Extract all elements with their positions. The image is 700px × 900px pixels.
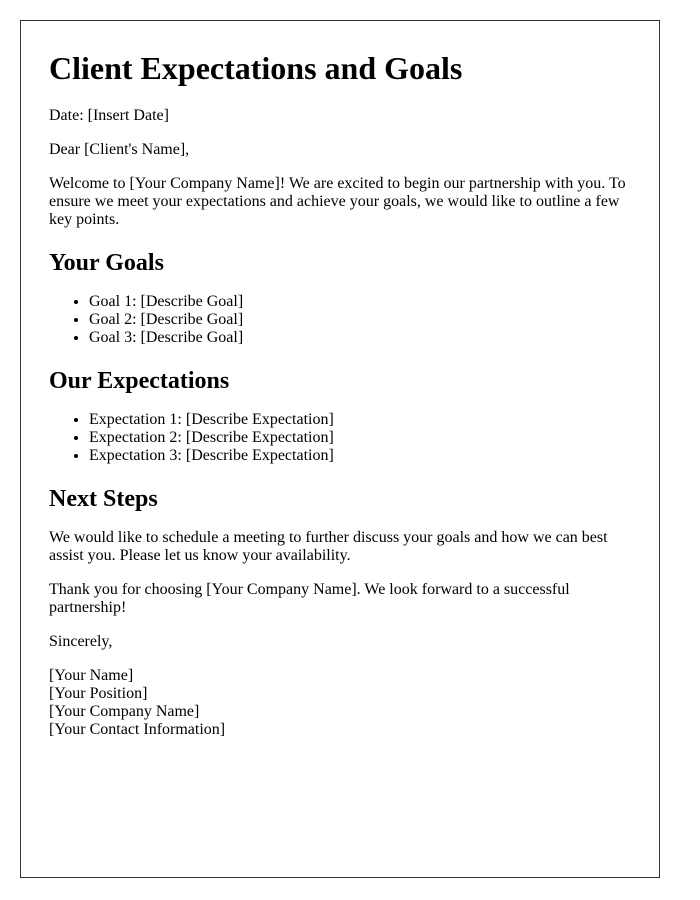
expectation-item: • Expectation 2: [Describe Expectation] — [89, 429, 631, 447]
goal-item: • Goal 1: [Describe Goal] — [89, 293, 631, 311]
signature-block — [49, 667, 631, 739]
letter-page — [20, 20, 660, 878]
salutation: Dear [Client's Name], — [49, 141, 190, 158]
signature-position: [Your Position] — [49, 685, 148, 702]
closing: Sincerely, — [49, 633, 113, 650]
next-steps-heading: Next Steps — [49, 486, 158, 512]
goals-heading: Your Goals — [49, 250, 164, 276]
signature-contact: [Your Contact Information] — [49, 721, 226, 738]
letter-title: Client Expectations and Goals — [49, 50, 463, 86]
thanks-paragraph: Thank you for choosing [Your Company Name]. We look forward to a successful partnership! — [49, 581, 570, 616]
goal-item: • Goal 2: [Describe Goal] — [89, 311, 631, 329]
expectations-heading: Our Expectations — [49, 368, 230, 394]
goals-list — [49, 293, 631, 347]
signature-company: [Your Company Name] — [49, 703, 200, 720]
goal-item: • Goal 3: [Describe Goal] — [89, 329, 631, 347]
expectation-item: • Expectation 1: [Describe Expectation] — [89, 411, 631, 429]
signature-name: [Your Name] — [49, 667, 134, 684]
expectations-list — [49, 411, 631, 465]
intro-paragraph: Welcome to [Your Company Name]! We are excited to begin our partnership with you. To ensure we meet your expectations and achieve your goals, we would like to outline a few key points. — [49, 175, 626, 228]
date-line: Date: [Insert Date] — [49, 107, 169, 124]
expectation-item: • Expectation 3: [Describe Expectation] — [89, 447, 631, 465]
next-steps-paragraph: We would like to schedule a meeting to further discuss your goals and how we can best assist you. Please let us know your availability. — [49, 529, 608, 564]
